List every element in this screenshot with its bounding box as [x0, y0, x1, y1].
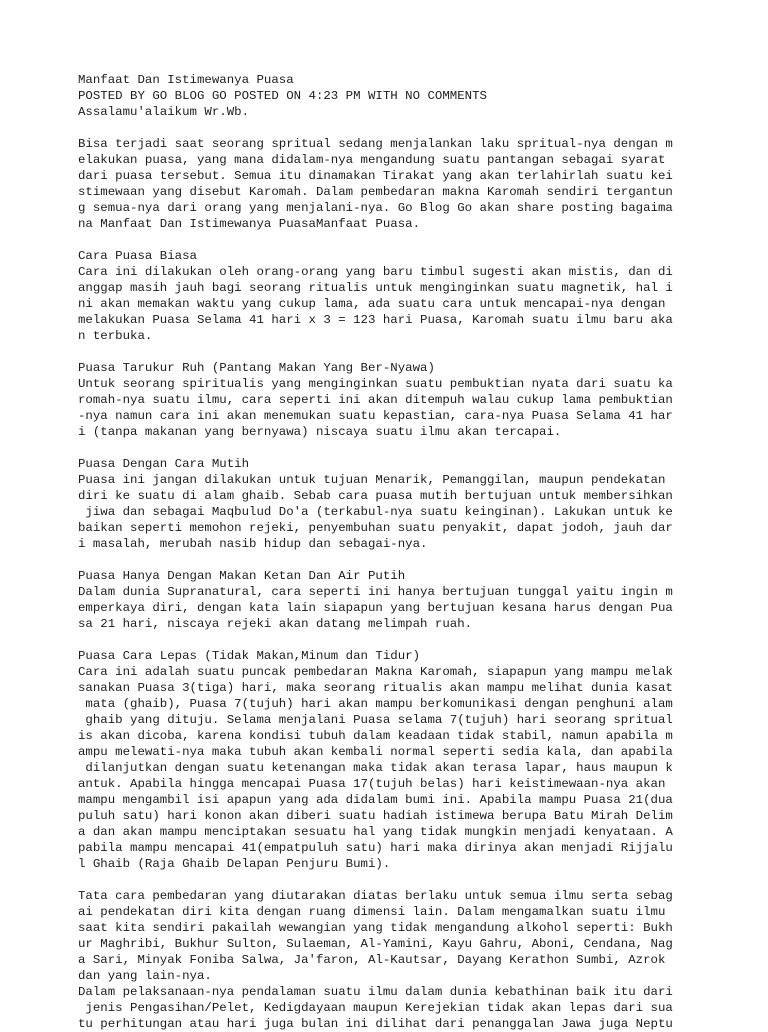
- text-line: is akan dicoba, karena kondisi tubuh dalam keadaan tidak stabil, namun apabila m: [78, 729, 673, 743]
- text-line: Cara ini adalah suatu puncak pembedaran Makna Karomah, siapapun yang mampu melak: [78, 665, 673, 679]
- text-line: -nya namun cara ini akan menemukan suatu kepastian, cara-nya Puasa Selama 41 har: [78, 409, 673, 423]
- paragraph-gap: [78, 632, 718, 648]
- paragraph-gap: [78, 120, 718, 136]
- text-line: i (tanpa makanan yang bernyawa) niscaya suatu ilmu akan tercapai.: [78, 425, 562, 439]
- section-heading: Cara Puasa Biasa: [78, 249, 197, 263]
- text-line: dan yang lain-nya.: [78, 969, 212, 983]
- text-line: stimewaan yang disebut Karomah. Dalam pembedaran makna Karomah sendiri tergantun: [78, 185, 673, 199]
- text-line: Tata cara pembedaran yang diutarakan diatas berlaku untuk semua ilmu serta sebag: [78, 889, 673, 903]
- paragraph-gap: [78, 344, 718, 360]
- text-line: dilanjutkan dengan suatu ketenangan maka tidak akan terasa lapar, haus maupun k: [78, 761, 673, 775]
- section-puasa-cara-lepas: [78, 648, 718, 872]
- text-line: elakukan puasa, yang mana didalam-nya mengandung suatu pantangan sebagai syarat: [78, 153, 666, 167]
- text-line: ur Maghribi, Bukhur Sulton, Sulaeman, Al-Yamini, Kayu Gahru, Aboni, Cendana, Nag: [78, 937, 673, 951]
- text-line: antuk. Apabila hingga mencapai Puasa 17(tujuh belas) hari keistimewaan-nya akan: [78, 777, 666, 791]
- text-line: Dalam dunia Supranatural, cara seperti ini hanya bertujuan tunggal yaitu ingin m: [78, 585, 673, 599]
- section-puasa-tarukur-ruh: [78, 360, 718, 440]
- text-line: baikan seperti memohon rejeki, penyembuhan suatu penyakit, dapat jodoh, jauh dar: [78, 521, 673, 535]
- text-line: emperkaya diri, dengan kata lain siapapun yang bertujuan kesana harus dengan Pua: [78, 601, 673, 615]
- section-heading: Puasa Tarukur Ruh (Pantang Makan Yang Ber-Nyawa): [78, 361, 435, 375]
- text-line: dari puasa tersebut. Semua itu dinamakan Tirakat yang akan terlahirlah suatu kei: [78, 169, 673, 183]
- text-line: ampu melewati-nya maka tubuh akan kembali normal seperti sedia kala, dan apabila: [78, 745, 673, 759]
- article-title: Manfaat Dan Istimewanya Puasa: [78, 73, 294, 87]
- document-page: [78, 72, 718, 1032]
- text-line: diri ke suatu di alam ghaib. Sebab cara puasa mutih bertujuan untuk membersihkan: [78, 489, 673, 503]
- text-line: pabila mampu mencapai 41(empatpuluh satu) hari maka dirinya akan menjadi Rijjalu: [78, 841, 673, 855]
- section-heading: Puasa Dengan Cara Mutih: [78, 457, 250, 471]
- text-line: mampu mengambil isi apapun yang ada didalam bumi ini. Apabila mampu Puasa 21(dua: [78, 793, 673, 807]
- text-line: puluh satu) hari konon akan diberi suatu hadiah istimewa berupa Batu Mirah Delim: [78, 809, 673, 823]
- text-line: Dalam pelaksanaan-nya pendalaman suatu ilmu dalam dunia kebathinan baik itu dari: [78, 985, 673, 999]
- greeting: Assalamu'alaikum Wr.Wb.: [78, 105, 250, 119]
- paragraph-gap: [78, 440, 718, 456]
- article-header: [78, 72, 718, 120]
- paragraph-gap: [78, 552, 718, 568]
- text-line: sa 21 hari, niscaya rejeki akan datang melimpah ruah.: [78, 617, 473, 631]
- text-line: sanakan Puasa 3(tiga) hari, maka seorang ritualis akan mampu melihat dunia kasat: [78, 681, 673, 695]
- text-line: l Ghaib (Raja Ghaib Delapan Penjuru Bumi).: [78, 857, 391, 871]
- text-line: n terbuka.: [78, 329, 153, 343]
- section-heading: Puasa Cara Lepas (Tidak Makan,Minum dan Tidur): [78, 649, 421, 663]
- paragraph-gap: [78, 232, 718, 248]
- text-line: tu perhitungan atau hari juga bulan ini dilihat dari penanggalan Jawa juga Neptu: [78, 1017, 673, 1031]
- text-line: romah-nya suatu ilmu, cara seperti ini akan ditempuh walau cukup lama pembuktian: [78, 393, 673, 407]
- text-line: Untuk seorang spiritualis yang menginginkan suatu pembuktian nyata dari suatu ka: [78, 377, 673, 391]
- text-line: g semua-nya dari orang yang menjalani-nya. Go Blog Go akan share posting bagaima: [78, 201, 673, 215]
- text-line: melakukan Puasa Selama 41 hari x 3 = 123 hari Puasa, Karomah suatu ilmu baru aka: [78, 313, 673, 327]
- text-line: a Sari, Minyak Foniba Salwa, Ja'faron, Al-Kautsar, Dayang Kerathon Sumbi, Azrok: [78, 953, 666, 967]
- text-line: i masalah, merubah nasib hidup dan sebagai-nya.: [78, 537, 428, 551]
- section-puasa-ketan: [78, 568, 718, 632]
- text-line: Puasa ini jangan dilakukan untuk tujuan Menarik, Pemanggilan, maupun pendekatan: [78, 473, 666, 487]
- text-line: saat kita sendiri pakailah wewangian yang tidak mengandung alkohol seperti: Bukh: [78, 921, 673, 935]
- text-line: jenis Pengasihan/Pelet, Kedigdayaan maupun Kerejekian tidak akan lepas dari sua: [78, 1001, 673, 1015]
- closing-paragraph: [78, 888, 718, 1032]
- text-line: ai pendekatan diri kita dengan ruang dimensi lain. Dalam mengamalkan suatu ilmu: [78, 905, 666, 919]
- section-heading: Puasa Hanya Dengan Makan Ketan Dan Air Putih: [78, 569, 406, 583]
- text-line: Cara ini dilakukan oleh orang-orang yang baru timbul sugesti akan mistis, dan di: [78, 265, 673, 279]
- text-line: na Manfaat Dan Istimewanya PuasaManfaat Puasa.: [78, 217, 421, 231]
- section-cara-puasa-biasa: [78, 248, 718, 344]
- text-line: mata (ghaib), Puasa 7(tujuh) hari akan mampu berkomunikasi dengan penghuni alam: [78, 697, 673, 711]
- post-meta: POSTED BY GO BLOG GO POSTED ON 4:23 PM WITH NO COMMENTS: [78, 89, 487, 103]
- text-line: jiwa dan sebagai Maqbulud Do'a (terkabul-nya suatu keinginan). Lakukan untuk ke: [78, 505, 673, 519]
- section-puasa-mutih: [78, 456, 718, 552]
- text-line: a dan akan mampu menciptakan sesuatu hal yang tidak mungkin menjadi kenyataan. A: [78, 825, 673, 839]
- text-line: ni akan memakan waktu yang cukup lama, ada suatu cara untuk mencapai-nya dengan: [78, 297, 666, 311]
- text-line: ghaib yang dituju. Selama menjalani Puasa selama 7(tujuh) hari seorang spritual: [78, 713, 673, 727]
- text-line: anggap masih jauh bagi seorang ritualis untuk menginginkan suatu magnetik, hal i: [78, 281, 673, 295]
- text-line: Bisa terjadi saat seorang spritual sedang menjalankan laku spritual-nya dengan m: [78, 137, 673, 151]
- intro-paragraph: [78, 136, 718, 232]
- paragraph-gap: [78, 872, 718, 888]
